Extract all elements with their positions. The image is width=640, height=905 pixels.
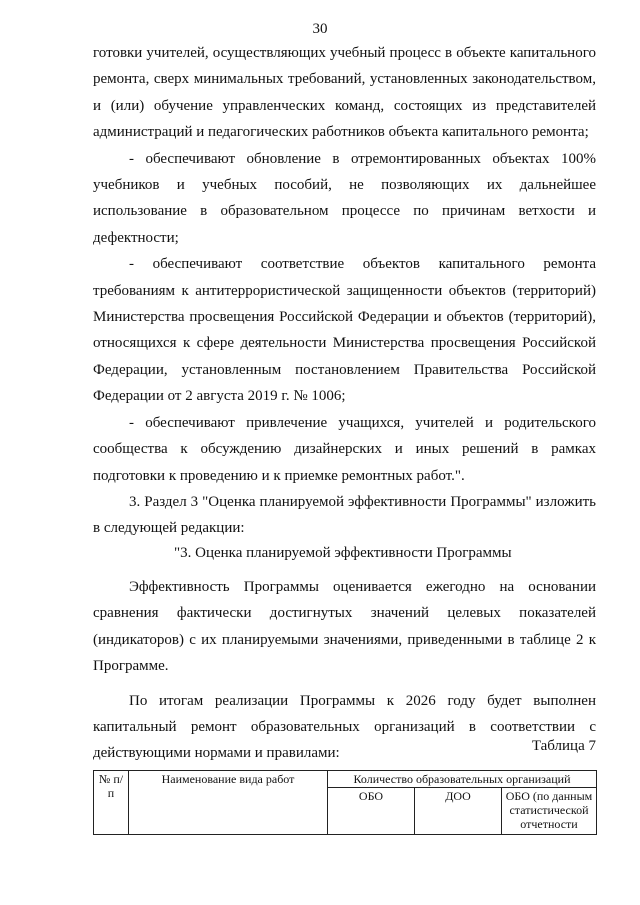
works-table xyxy=(93,770,597,835)
header-work-type: Наименование вида работ xyxy=(129,771,328,835)
paragraph-results: По итогам реализации Программы к 2026 году будет выполнен капитальный ремонт образовательных организаций в соответствии с действующими нормами и правилами: xyxy=(93,692,596,762)
header-org-count: Количество образовательных организаций xyxy=(328,771,597,788)
body-text-bottom xyxy=(93,574,596,767)
section-heading: "3. Оценка планируемой эффективности Программы xyxy=(174,545,512,561)
paragraph-continuation: готовки учителей, осуществляющих учебный процесс в объекте капитального ремонта, сверх минимальных требований, установленных законодательством, и (или) обучение управленческих команд, состоящих из представителей администраций и педагогических работников объекта капитального ремонта; xyxy=(93,45,596,141)
subheader-doo: ДОО xyxy=(415,788,502,835)
table-caption: Таблица 7 xyxy=(531,738,596,754)
body-text-top xyxy=(93,40,596,542)
subheader-obo-stat: ОБО (по данным статистической отчетности xyxy=(502,788,597,835)
paragraph-antiterror: - обеспечивают соответствие объектов капитального ремонта требованиям к антитеррористической защищенности объектов (территорий) Министерства просвещения Российской Федерации и объектов (территорий), относящихся к сфере деятельности Министерства просвещения Российской Федерации, установленным постановлением Правительства Российской Федерации от 2 августа 2019 г. № 1006; xyxy=(93,256,596,405)
subheader-obo: ОБО xyxy=(328,788,415,835)
header-number: № п/п xyxy=(94,771,129,835)
page-number: 30 xyxy=(312,21,328,37)
paragraph-section-change: 3. Раздел 3 "Оценка планируемой эффективности Программы" изложить в следующей редакции: xyxy=(93,493,596,537)
paragraph-textbooks: - обеспечивают обновление в отремонтированных объектах 100% учебников и учебных пособий, не позволяющих их дальнейшее использование в образовательном процессе по причинам ветхости и дефектности; xyxy=(93,150,596,246)
table-header-row xyxy=(94,771,597,788)
paragraph-community: - обеспечивают привлечение учащихся, учителей и родительского сообщества к обсуждению дизайнерских и иных решений в рамках подготовки к проведению и к приемке ремонтных работ.". xyxy=(93,414,596,484)
paragraph-efficiency: Эффективность Программы оценивается ежегодно на основании сравнения фактически достигнутых значений целевых показателей (индикаторов) с их планируемыми значениями, приведенными в таблице 2 к Программе. xyxy=(93,579,596,675)
